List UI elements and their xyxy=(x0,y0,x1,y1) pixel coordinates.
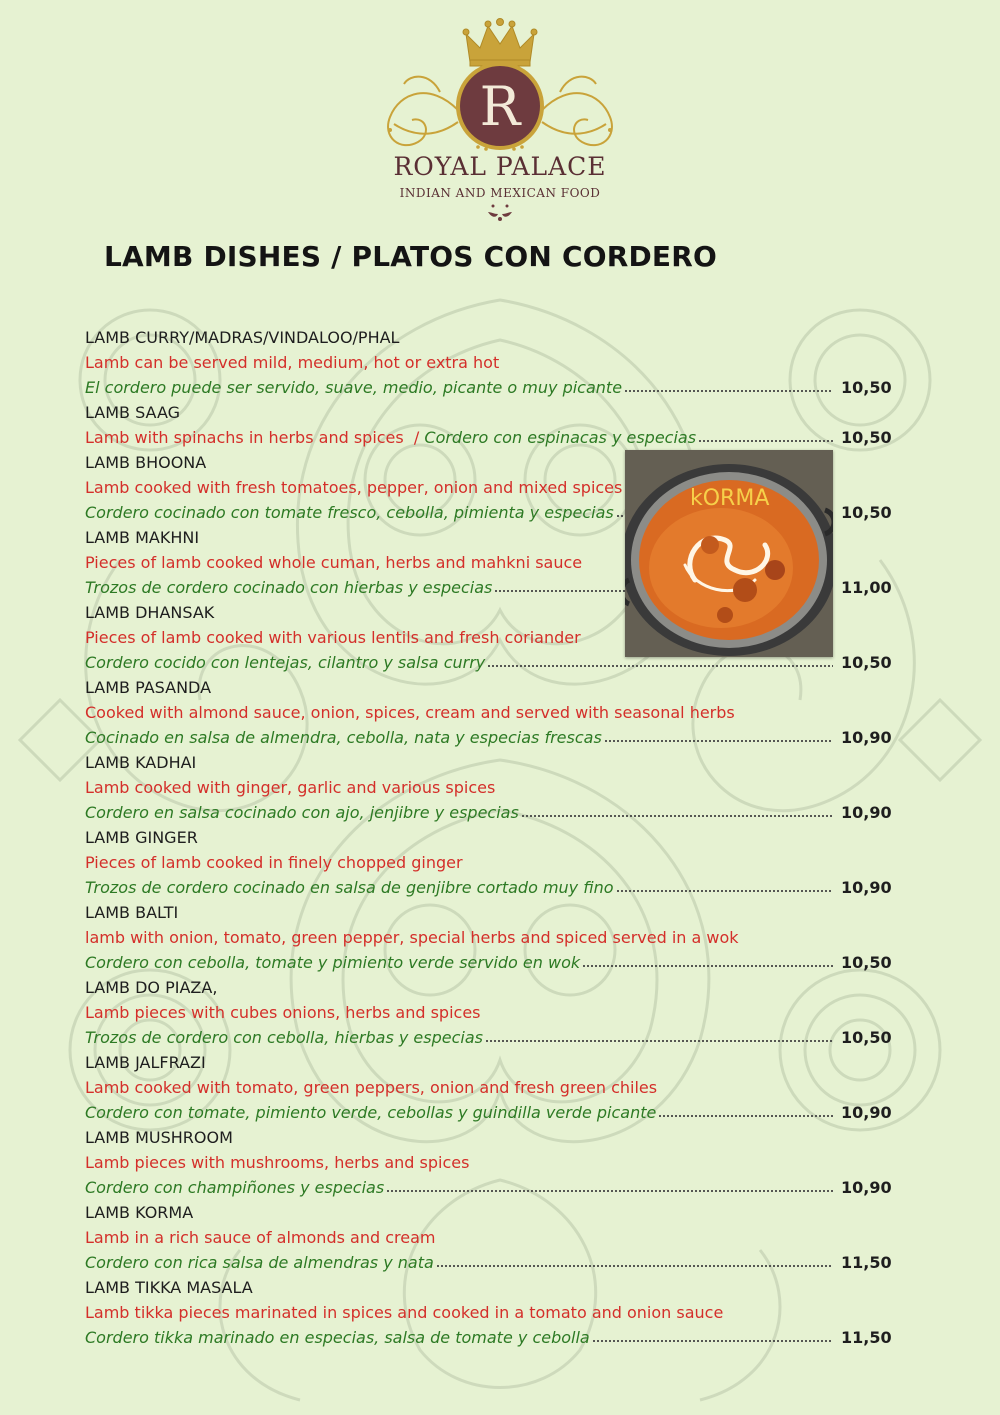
dish-name: LAMB DHANSAK xyxy=(85,603,215,622)
dish-price-row xyxy=(85,800,905,825)
dish-description-es: Trozos de cordero con cebolla, hierbas y especias xyxy=(85,1028,483,1047)
dish-description-es: Cordero con espinacas y especias xyxy=(424,428,697,447)
dish-name: LAMB DO PIAZA, xyxy=(85,978,218,997)
dish-price-row xyxy=(85,375,905,400)
dish-name: LAMB SAAG xyxy=(85,403,180,422)
dish-item xyxy=(85,825,905,900)
brand-tagline: INDIAN AND MEXICAN FOOD xyxy=(399,186,601,200)
dish-name: LAMB CURRY/MADRAS/VINDALOO/PHAL xyxy=(85,328,400,347)
dish-price-row xyxy=(85,875,905,900)
dot-leader xyxy=(521,814,833,818)
dish-description-es: Cordero con rica salsa de almendras y nata xyxy=(85,1253,434,1272)
dish-name: LAMB JALFRAZI xyxy=(85,1053,206,1072)
dish-name: LAMB TIKKA MASALA xyxy=(85,1278,253,1297)
dish-description-en: Pieces of lamb cooked in finely chopped ginger xyxy=(85,853,463,872)
dish-item xyxy=(85,675,905,750)
dish-description-en: lamb with onion, tomato, green pepper, special herbs and spiced served in a wok xyxy=(85,928,739,947)
dish-item xyxy=(85,400,905,450)
dish-description-en: Cooked with almond sauce, onion, spices, cream and served with seasonal herbs xyxy=(85,703,735,722)
page-title: LAMB DISHES / PLATOS CON CORDERO xyxy=(104,240,717,273)
dish-item xyxy=(85,1275,905,1350)
dish-description-en: Lamb cooked with fresh tomatoes, pepper, onion and mixed spices xyxy=(85,478,623,497)
dish-description-es: Cordero cocinado con tomate fresco, cebolla, pimienta y especias xyxy=(85,503,614,522)
crown-icon xyxy=(463,19,537,67)
dot-leader xyxy=(582,964,833,968)
dish-name: LAMB BHOONA xyxy=(85,453,207,472)
logo-letter: R xyxy=(479,75,521,138)
dish-description-en: Pieces of lamb cooked with various lentils and fresh coriander xyxy=(85,628,581,647)
dish-description-es: Cordero cocido con lentejas, cilantro y salsa curry xyxy=(85,653,486,672)
dish-description-es: Trozos de cordero cocinado en salsa de genjibre cortado muy fino xyxy=(85,878,614,897)
dish-description-en: Lamb cooked with tomato, green peppers, onion and fresh green chiles xyxy=(85,1078,658,1097)
dish-item xyxy=(85,750,905,825)
dot-leader xyxy=(485,1039,833,1043)
dish-price-row xyxy=(85,950,905,975)
dish-price: 10,90 xyxy=(841,803,892,822)
dot-leader xyxy=(604,739,833,743)
dish-name: LAMB GINGER xyxy=(85,828,198,847)
dish-description-es: Cocinado en salsa de almendra, cebolla, nata y especias frescas xyxy=(85,728,602,747)
dish-description-es: Cordero con cebolla, tomate y pimiento verde servido en wok xyxy=(85,953,581,972)
dish-description-es: El cordero puede ser servido, suave, medio, picante o muy picante xyxy=(85,378,623,397)
dish-price-row xyxy=(85,725,905,750)
dish-description-en: Lamb can be served mild, medium, hot or extra hot xyxy=(85,353,500,372)
dish-item xyxy=(85,1050,905,1125)
dish-description-en: Lamb with spinachs in herbs and spices / xyxy=(85,428,425,447)
dish-item xyxy=(85,975,905,1050)
dish-item xyxy=(85,1125,905,1200)
dish-price: 10,50 xyxy=(841,378,892,397)
dish-price: 10,50 xyxy=(841,503,892,522)
dot-leader xyxy=(436,1264,833,1268)
dish-name: LAMB KADHAI xyxy=(85,753,197,772)
dot-leader xyxy=(592,1339,833,1343)
dish-price: 11,50 xyxy=(841,1328,892,1347)
dish-price: 10,50 xyxy=(841,1028,892,1047)
dish-description-en: Pieces of lamb cooked whole cuman, herbs and mahkni sauce xyxy=(85,553,583,572)
brand-name: ROYAL PALACE xyxy=(393,152,607,181)
dish-item xyxy=(85,325,905,400)
dish-item xyxy=(85,1200,905,1275)
dish-description-es: Cordero con champiñones y especias xyxy=(85,1178,385,1197)
dish-name: LAMB MAKHNI xyxy=(85,528,200,547)
dish-item xyxy=(85,900,905,975)
dot-leader xyxy=(698,439,833,443)
dish-price-row xyxy=(85,1025,905,1050)
dish-description-es: Cordero con tomate, pimiento verde, cebollas y guindilla verde picante xyxy=(85,1103,657,1122)
dish-description-es: Trozos de cordero cocinado con hierbas y especias xyxy=(85,578,493,597)
dish-price: 10,90 xyxy=(841,878,892,897)
dish-price-row xyxy=(85,1250,905,1275)
dish-price-row xyxy=(85,425,905,450)
dot-leader xyxy=(487,664,833,668)
dish-description-es: Cordero en salsa cocinado con ajo, jenjibre y especias xyxy=(85,803,519,822)
dish-description-es: Cordero tikka marinado en especias, salsa de tomate y cebolla xyxy=(85,1328,590,1347)
dot-leader xyxy=(624,389,833,393)
dish-description-en: Lamb in a rich sauce of almonds and cream xyxy=(85,1228,436,1247)
dish-price: 11,50 xyxy=(841,1253,892,1272)
dish-name: LAMB KORMA xyxy=(85,1203,194,1222)
dot-leader xyxy=(658,1114,833,1118)
dish-name: LAMB MUSHROOM xyxy=(85,1128,233,1147)
dish-price: 10,50 xyxy=(841,953,892,972)
dish-price: 11,00 xyxy=(841,578,892,597)
dot-leader xyxy=(386,1189,833,1193)
dish-price-row xyxy=(85,1325,905,1350)
dish-description-en: Lamb pieces with mushrooms, herbs and spices xyxy=(85,1153,470,1172)
dish-price: 10,50 xyxy=(841,653,892,672)
photo-label: kORMA xyxy=(690,486,770,511)
dish-description-en: Lamb pieces with cubes onions, herbs and spices xyxy=(85,1003,481,1022)
korma-dish-photo xyxy=(625,450,833,657)
dish-price-row xyxy=(85,1175,905,1200)
dish-name: LAMB BALTI xyxy=(85,903,179,922)
dish-description-en: Lamb tikka pieces marinated in spices and cooked in a tomato and onion sauce xyxy=(85,1303,724,1322)
dish-price: 10,90 xyxy=(841,728,892,747)
dot-leader xyxy=(616,889,834,893)
dish-name: LAMB PASANDA xyxy=(85,678,212,697)
dish-price-row xyxy=(85,1100,905,1125)
dish-price: 10,50 xyxy=(841,428,892,447)
dish-description-en: Lamb cooked with ginger, garlic and various spices xyxy=(85,778,496,797)
dish-price: 10,90 xyxy=(841,1178,892,1197)
dish-price: 10,90 xyxy=(841,1103,892,1122)
